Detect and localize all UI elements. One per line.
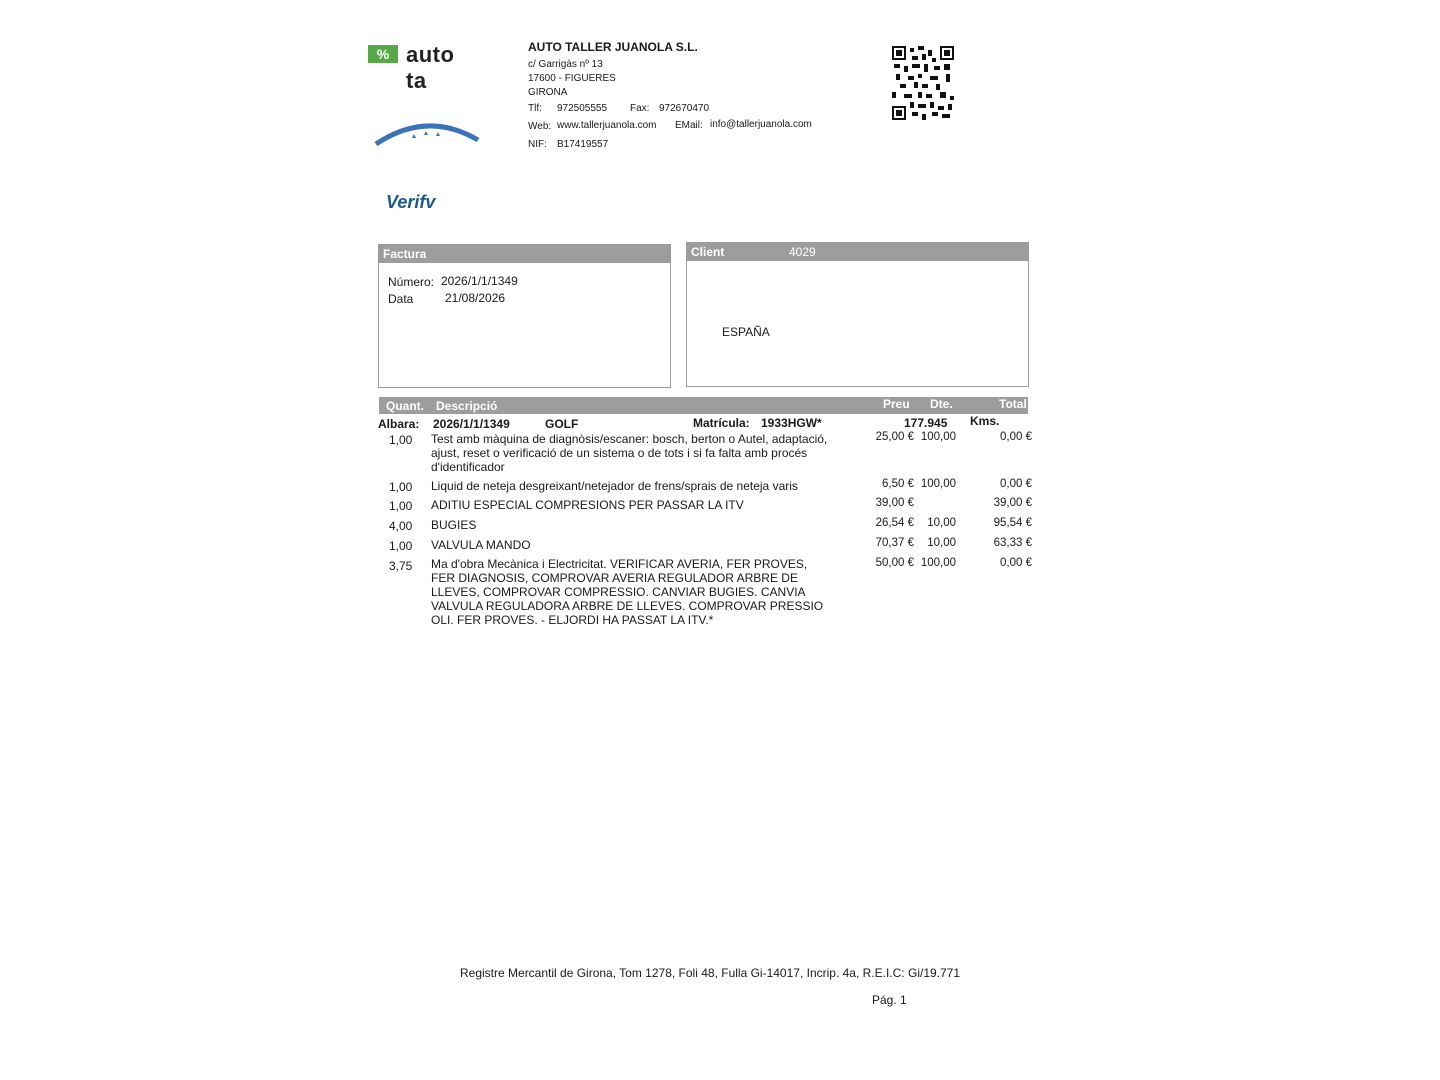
delivery-note-line <box>378 416 1038 432</box>
invoice-number: 2026/1/1/1349 <box>441 274 518 288</box>
company-name: AUTO TALLER JUANOLA S.L. <box>528 40 698 54</box>
row-price: 39,00 € <box>875 497 914 509</box>
row-price: 70,37 € <box>875 537 914 549</box>
fax-value: 972670470 <box>659 103 710 114</box>
row-discount: 100,00 <box>920 478 956 490</box>
client-box <box>686 242 1029 387</box>
albara-label: Albara: <box>378 417 420 431</box>
email-value: info@tallerjuanola.com <box>710 119 812 130</box>
invoice-date: 21/08/2026 <box>445 291 506 305</box>
row-qty: 4,00 <box>389 519 413 533</box>
col-descripcio: Descripció <box>436 399 498 413</box>
verify-logo <box>386 194 456 214</box>
row-total: 95,54 € <box>993 517 1032 529</box>
row-price: 26,54 € <box>875 517 914 529</box>
row-qty: 3,75 <box>389 559 413 573</box>
client-id: 4029 <box>789 245 816 259</box>
row-description: ADITIU ESPECIAL COMPRESIONS PER PASSAR LA ITV <box>431 498 744 512</box>
row-description: Liquid de neteja desgreixant/netejador de frens/sprais de neteja varis <box>431 479 798 493</box>
web-label: Web: <box>528 121 552 132</box>
company-province: GIRONA <box>528 87 568 98</box>
row-description: Test amb màquina de diagnòsis/escaner: bosch, berton o Autel, adaptació, ajust, reset o verificació de un sistema o de tots i si fa falta amb procés d'identificador <box>431 432 828 474</box>
invoice-box-title: Factura <box>379 245 670 263</box>
company-logo <box>368 40 480 93</box>
email-label: EMail: <box>675 120 703 131</box>
client-box-header <box>687 243 1028 261</box>
matricula-label: Matrícula: <box>693 416 750 430</box>
row-description: BUGIES <box>431 518 477 532</box>
row-total: 39,00 € <box>993 497 1032 509</box>
kms-label: Kms. <box>970 414 1000 428</box>
qr-code-icon <box>892 46 954 120</box>
row-price: 6,50 € <box>882 478 914 490</box>
company-address: c/ Garrigàs nº 13 <box>528 59 603 70</box>
row-price: 50,00 € <box>875 557 914 569</box>
certification-arc-logo <box>372 118 482 150</box>
row-description: VALVULA MANDO <box>431 538 531 552</box>
row-discount: 100,00 <box>920 557 956 569</box>
client-box-title: Client <box>691 245 725 259</box>
vehicle-model: GOLF <box>545 417 579 431</box>
invoice-date-label: Data <box>388 292 414 306</box>
row-qty: 1,00 <box>389 539 413 553</box>
row-total: 63,33 € <box>993 537 1032 549</box>
logo-badge: % <box>368 45 398 63</box>
client-country: ESPAÑA <box>722 325 770 339</box>
nif-value: B17419557 <box>557 139 609 150</box>
row-total: 0,00 € <box>1000 431 1032 443</box>
row-total: 0,00 € <box>1000 478 1032 490</box>
row-discount: 10,00 <box>927 537 956 549</box>
verify-logo-text: Verifv <box>386 192 436 212</box>
row-price: 25,00 € <box>875 431 914 443</box>
row-qty: 1,00 <box>389 499 413 513</box>
kms-value: 177.945 <box>904 416 948 430</box>
col-preu: Preu <box>883 397 910 411</box>
fax-label: Fax: <box>630 103 650 114</box>
invoice-box <box>378 244 671 388</box>
row-description: Ma d'obra Mecànica i Electricitat. VERIFICAR AVERIA, FER PROVES, FER DIAGNOSIS, COMPROVAR AVERIA REGULADOR ARBRE DE LLEVES, COMPROVAR COMPRESSIO. CANVIAR BUGIES. CANVIA VALVULA REGULADORA ARBRE DE LLEVES. COMPROVAR PRESSIO OLI. FER PROVES. - ELJORDI HA PASSAT LA ITV.* <box>431 557 824 627</box>
page-number: Pág. 1 <box>872 993 907 1007</box>
row-qty: 1,00 <box>389 433 413 447</box>
company-info <box>528 40 848 160</box>
registry-footer: Registre Mercantil de Girona, Tom 1278, Foli 48, Fulla Gi-14017, Incrip. 4a, R.E.I.C: Gi/19.771 <box>460 966 961 980</box>
company-city: 17600 - FIGUERES <box>528 73 616 84</box>
matricula-value: 1933HGW* <box>761 416 822 430</box>
nif-label: NIF: <box>528 139 547 150</box>
phone-value: 972505555 <box>557 103 608 114</box>
row-total: 0,00 € <box>1000 557 1032 569</box>
invoice-number-label: Número: <box>388 275 435 289</box>
web-value: www.tallerjuanola.com <box>557 120 657 131</box>
row-discount: 10,00 <box>927 517 956 529</box>
items-table-header <box>379 397 1028 414</box>
albara-number: 2026/1/1/1349 <box>433 417 510 431</box>
col-dte: Dte. <box>930 397 953 411</box>
phone-label: Tlf: <box>528 103 542 114</box>
logo-text: auto ta <box>406 42 455 93</box>
row-discount: 100,00 <box>920 431 956 443</box>
row-qty: 1,00 <box>389 480 413 494</box>
col-quant: Quant. <box>386 399 424 413</box>
col-total: Total <box>999 397 1027 411</box>
